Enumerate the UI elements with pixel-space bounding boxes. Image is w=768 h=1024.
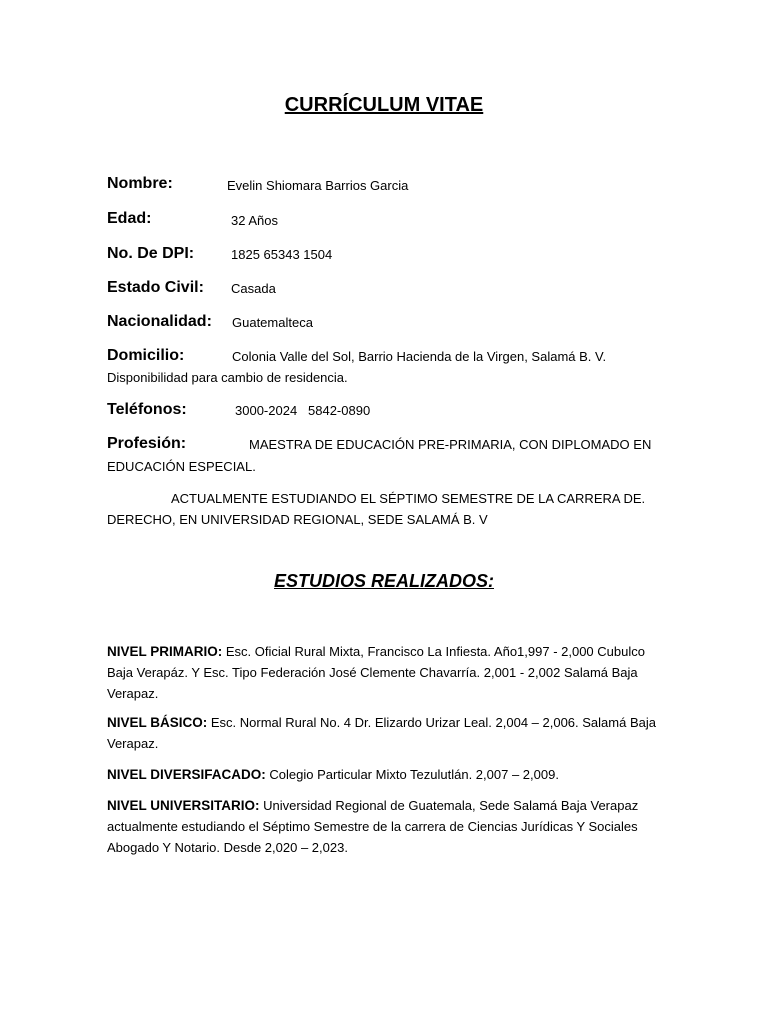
studies-section-title: ESTUDIOS REALIZADOS:: [273, 571, 494, 591]
domicilio-label: Domicilio:: [107, 347, 185, 364]
dpi-label: No. De DPI:: [107, 245, 195, 262]
nacionalidad-label: Nacionalidad:: [107, 313, 212, 330]
study-level-label: NIVEL BÁSICO:: [107, 715, 208, 730]
study-text: Esc. Normal Rural No. 4 Dr. Elizardo Urizar Leal. 2,004 – 2,006. Salamá Baja Verapaz.: [107, 715, 656, 751]
study-level-label: NIVEL PRIMARIO:: [107, 644, 223, 659]
profesion-label: Profesión:: [107, 435, 187, 452]
telefonos-value: 3000-2024 5842-0890: [235, 403, 371, 418]
study-text: Colegio Particular Mixto Tezulutlán. 2,007 – 2,009.: [265, 767, 559, 782]
study-entry-universitario: [107, 795, 667, 858]
current-studies-paragraph: [107, 488, 667, 530]
edad-value: 32 Años: [231, 213, 278, 228]
study-entry-basico: [107, 712, 667, 754]
edad-label: Edad:: [107, 210, 152, 227]
profesion-value-cont: EDUCACIÓN ESPECIAL.: [107, 459, 256, 474]
dpi-value: 1825 65343 1504: [231, 247, 333, 262]
telefonos-label: Teléfonos:: [107, 401, 187, 418]
domicilio-value: Colonia Valle del Sol, Barrio Hacienda de la Virgen, Salamá B. V.: [232, 349, 607, 364]
study-entry-primario: [107, 641, 667, 704]
nacionalidad-value: Guatemalteca: [232, 315, 313, 330]
study-text: Universidad Regional de Guatemala, Sede Salamá Baja Verapaz actualmente estudiando el Séptimo Semestre de la carrera de Ciencias Jurídicas Y Sociales Abogado Y Notario. Desde 2,020 – 2,023.: [107, 798, 639, 855]
profesion-value: MAESTRA DE EDUCACIÓN PRE-PRIMARIA, CON DIPLOMADO EN: [249, 437, 652, 452]
domicilio-note: Disponibilidad para cambio de residencia.: [107, 370, 348, 385]
estado-civil-value: Casada: [231, 281, 276, 296]
study-level-label: NIVEL DIVERSIFACADO:: [107, 767, 266, 782]
document-title: CURRÍCULUM VITAE: [284, 94, 484, 116]
nombre-value: Evelin Shiomara Barrios Garcia: [227, 178, 409, 193]
nombre-label: Nombre:: [107, 175, 173, 192]
estado-civil-label: Estado Civil:: [107, 279, 204, 296]
study-entry-diversificado: [107, 764, 667, 785]
study-text: Esc. Oficial Rural Mixta, Francisco La Infiesta. Año1,997 - 2,000 Cubulco Baja Verapáz. Y Esc. Tipo Federación José Clemente Chavarría. 2,001 - 2,002 Salamá Baja Verapaz.: [107, 644, 645, 701]
study-level-label: NIVEL UNIVERSITARIO:: [107, 798, 260, 813]
current-studies-text: ACTUALMENTE ESTUDIANDO EL SÉPTIMO SEMESTRE DE LA CARRERA DE. DERECHO, EN UNIVERSIDAD REGIONAL, SEDE SALAMÁ B. V: [107, 491, 646, 527]
